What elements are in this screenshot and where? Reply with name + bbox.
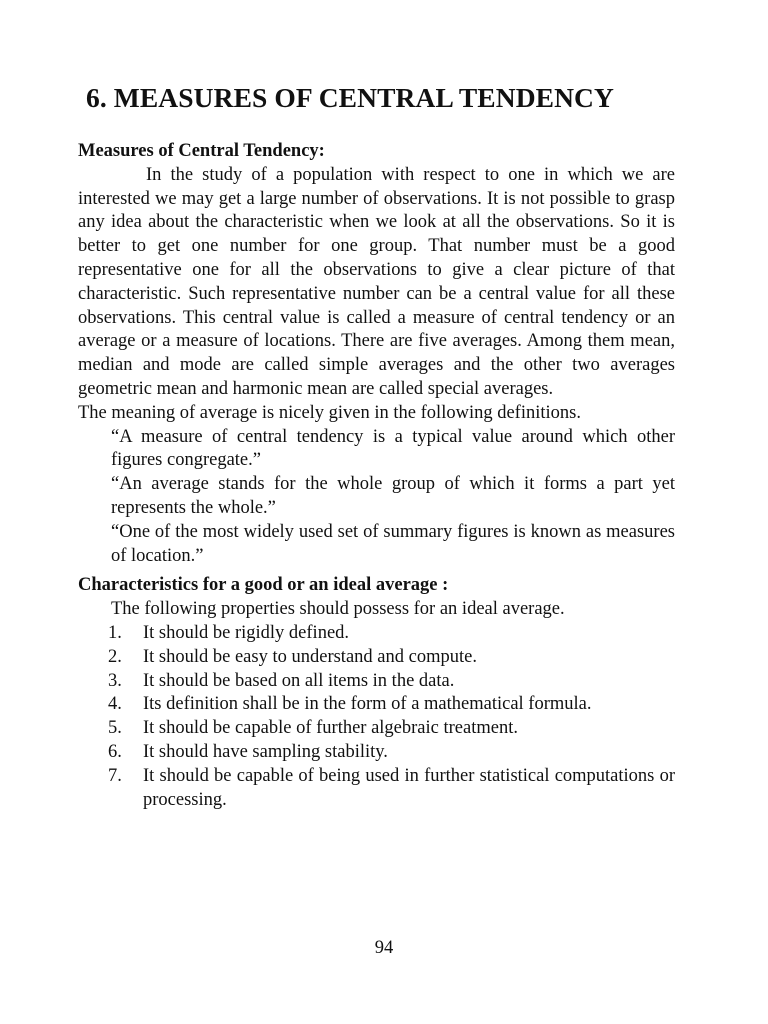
definition-quote-3: “One of the most widely used set of summary figures is known as measures of location.” [111, 521, 675, 566]
chapter-title: 6. MEASURES OF CENTRAL TENDENCY [86, 82, 614, 113]
list-item-number: 6. [108, 741, 122, 762]
list-item-text: It should be capable of further algebraic treatment. [143, 718, 518, 739]
definition-quote-1: “A measure of central tendency is a typical value around which other figures congregate.” [111, 426, 675, 471]
list-item-text: It should be based on all items in the data. [143, 670, 455, 691]
list-item-number: 2. [108, 646, 122, 667]
definitions-intro: The meaning of average is nicely given in the following definitions. [78, 402, 581, 423]
list-item [78, 693, 675, 717]
list-item-text: It should be easy to understand and compute. [143, 646, 477, 667]
list-item [78, 670, 675, 694]
list-item [78, 717, 675, 741]
list-item [78, 741, 675, 765]
list-item-text: It should have sampling stability. [143, 741, 388, 762]
list-item-text: Its definition shall be in the form of a mathematical formula. [143, 694, 592, 715]
intro-paragraph: In the study of a population with respect to one in which we are interested we may get a large number of observations. It is not possible to grasp any idea about the characteristic when we look at all the observations. So it is better to get one number for one group. That number must be a good representative one for all the observations to give a clear picture of that characteristic. Such representative number can be a central value for all these observations. This central value is called a measure of central tendency or an average or a measure of locations. There are five averages. Among them mean, median and mode are called simple averages and the other two averages geometric mean and harmonic mean are called special averages. [78, 164, 675, 399]
list-item-text: It should be rigidly defined. [143, 622, 350, 643]
list-item-number: 4. [108, 694, 122, 715]
list-item-text: It should be capable of being used in further statistical computations or processing. [143, 765, 675, 810]
page-number: 94 [374, 938, 394, 958]
list-item [78, 765, 675, 813]
section-heading-measures: Measures of Central Tendency: [78, 141, 325, 161]
definition-quote-2: “An average stands for the whole group of which it forms a part yet represents the whole.” [111, 474, 675, 518]
list-item [78, 646, 675, 670]
properties-intro: The following properties should possess for an ideal average. [111, 599, 565, 620]
body-text [78, 140, 675, 812]
list-item-number: 5. [108, 718, 122, 739]
list-item-number: 3. [108, 670, 122, 691]
list-item [78, 622, 675, 646]
list-item-number: 1. [108, 622, 122, 643]
properties-list [78, 622, 675, 812]
list-item-number: 7. [108, 765, 122, 786]
section-heading-characteristics: Characteristics for a good or an ideal average : [78, 575, 449, 596]
